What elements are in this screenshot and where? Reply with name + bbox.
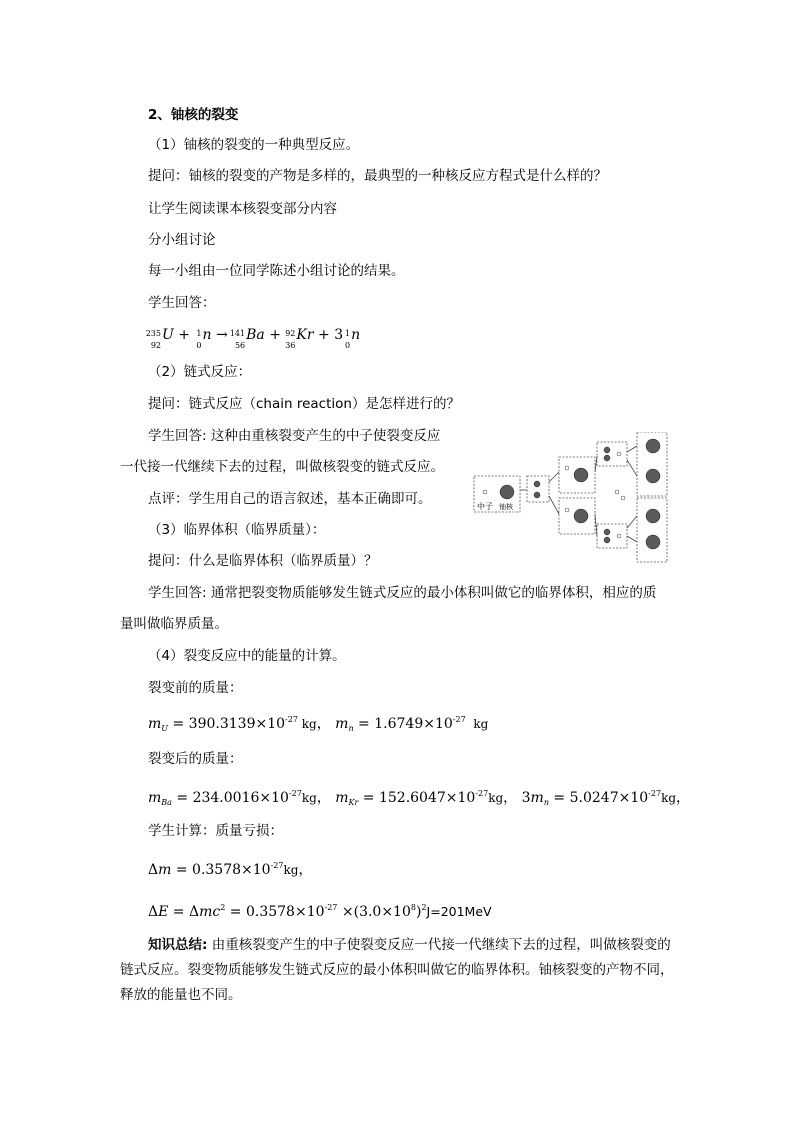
before-mass-label: 裂变前的质量： (148, 680, 243, 696)
part2-answer-1: 学生回答: 这种由重核裂变产生的中子使裂变反应 (148, 428, 441, 444)
part2-heading: （2）链式反应： (148, 364, 252, 380)
part2-question: 提问：链式反应（chain reaction）是怎样进行的？ (148, 396, 460, 412)
summary-text: 由重核裂变产生的中子使裂变反应一代接一代继续下去的过程，叫做核裂变的链式反应。裂变物质能够发生链式反应的最小体积叫做它的临界体积。铀核裂变的产物不同，释放的能量也不同。 (120, 937, 674, 1003)
part2-answer-2: 一代接一代继续下去的过程，叫做核裂变的链式反应。 (120, 459, 444, 475)
diagram-label-nucleus: 铀核 (499, 503, 513, 511)
after-mass-formula: $m_{Ba} = 234.0016\times 10^{-27}kg$， $m_{Kr} = 152.6047\times 10^{-27}kg$， $3m_n = 5.0247\times 10^{-27}kg$， (148, 789, 691, 807)
part1-line2: 分小组讨论 (148, 232, 216, 248)
part1-heading: （1）铀核的裂变的一种典型反应。 (148, 137, 360, 153)
chain-reaction-diagram (473, 432, 669, 564)
part1-answer-label: 学生回答： (148, 295, 216, 311)
part2-comment: 点评：学生用自己的语言叙述，基本正确即可。 (148, 491, 432, 507)
before-mass-formula: $m_U = 390.3139\times 10^{-27}$ kg， $m_n = 1.6749\times 10^{-27}$ kg (148, 715, 489, 733)
part3-answer-1: 学生回答: 通常把裂变物质能够发生链式反应的最小体积叫做它的临界体积，相应的质 (148, 585, 657, 601)
part1-line1: 让学生阅读课本核裂变部分内容 (148, 201, 337, 217)
summary-head: 知识总结: (148, 937, 208, 953)
section-title: 2、铀核的裂变 (148, 107, 239, 123)
calc-label: 学生计算：质量亏损： (148, 823, 283, 839)
part3-answer-2: 量叫做临界质量。 (120, 616, 228, 632)
diagram-label-neutron: 中子 (477, 502, 493, 511)
mass-defect-formula: $\Delta m = 0.3578\times 10^{-27}kg$， (148, 861, 313, 878)
energy-formula: $\Delta E = \Delta mc^2 = 0.3578\times 10^{-27} \times(3.0\times 10^8)^2J=201MeV$ (148, 903, 492, 920)
part3-heading: （3）临界体积（临界质量）： (148, 522, 326, 538)
part3-question: 提问：什么是临界体积（临界质量）？ (148, 553, 378, 569)
part1-question: 提问：铀核的裂变的产物是多样的，最典型的一种核反应方程式是什么样的？ (148, 168, 607, 184)
fission-equation: 235 92 U + 1 0 n → 141 56 Ba + 92 36 Kr + 3 1 0 n (145, 327, 361, 350)
part4-heading: （4）裂变反应中的能量的计算。 (148, 648, 346, 664)
part1-line3: 每一小组由一位同学陈述小组讨论的结果。 (148, 263, 405, 279)
knowledge-summary (120, 933, 678, 1008)
after-mass-label: 裂变后的质量： (148, 751, 243, 767)
